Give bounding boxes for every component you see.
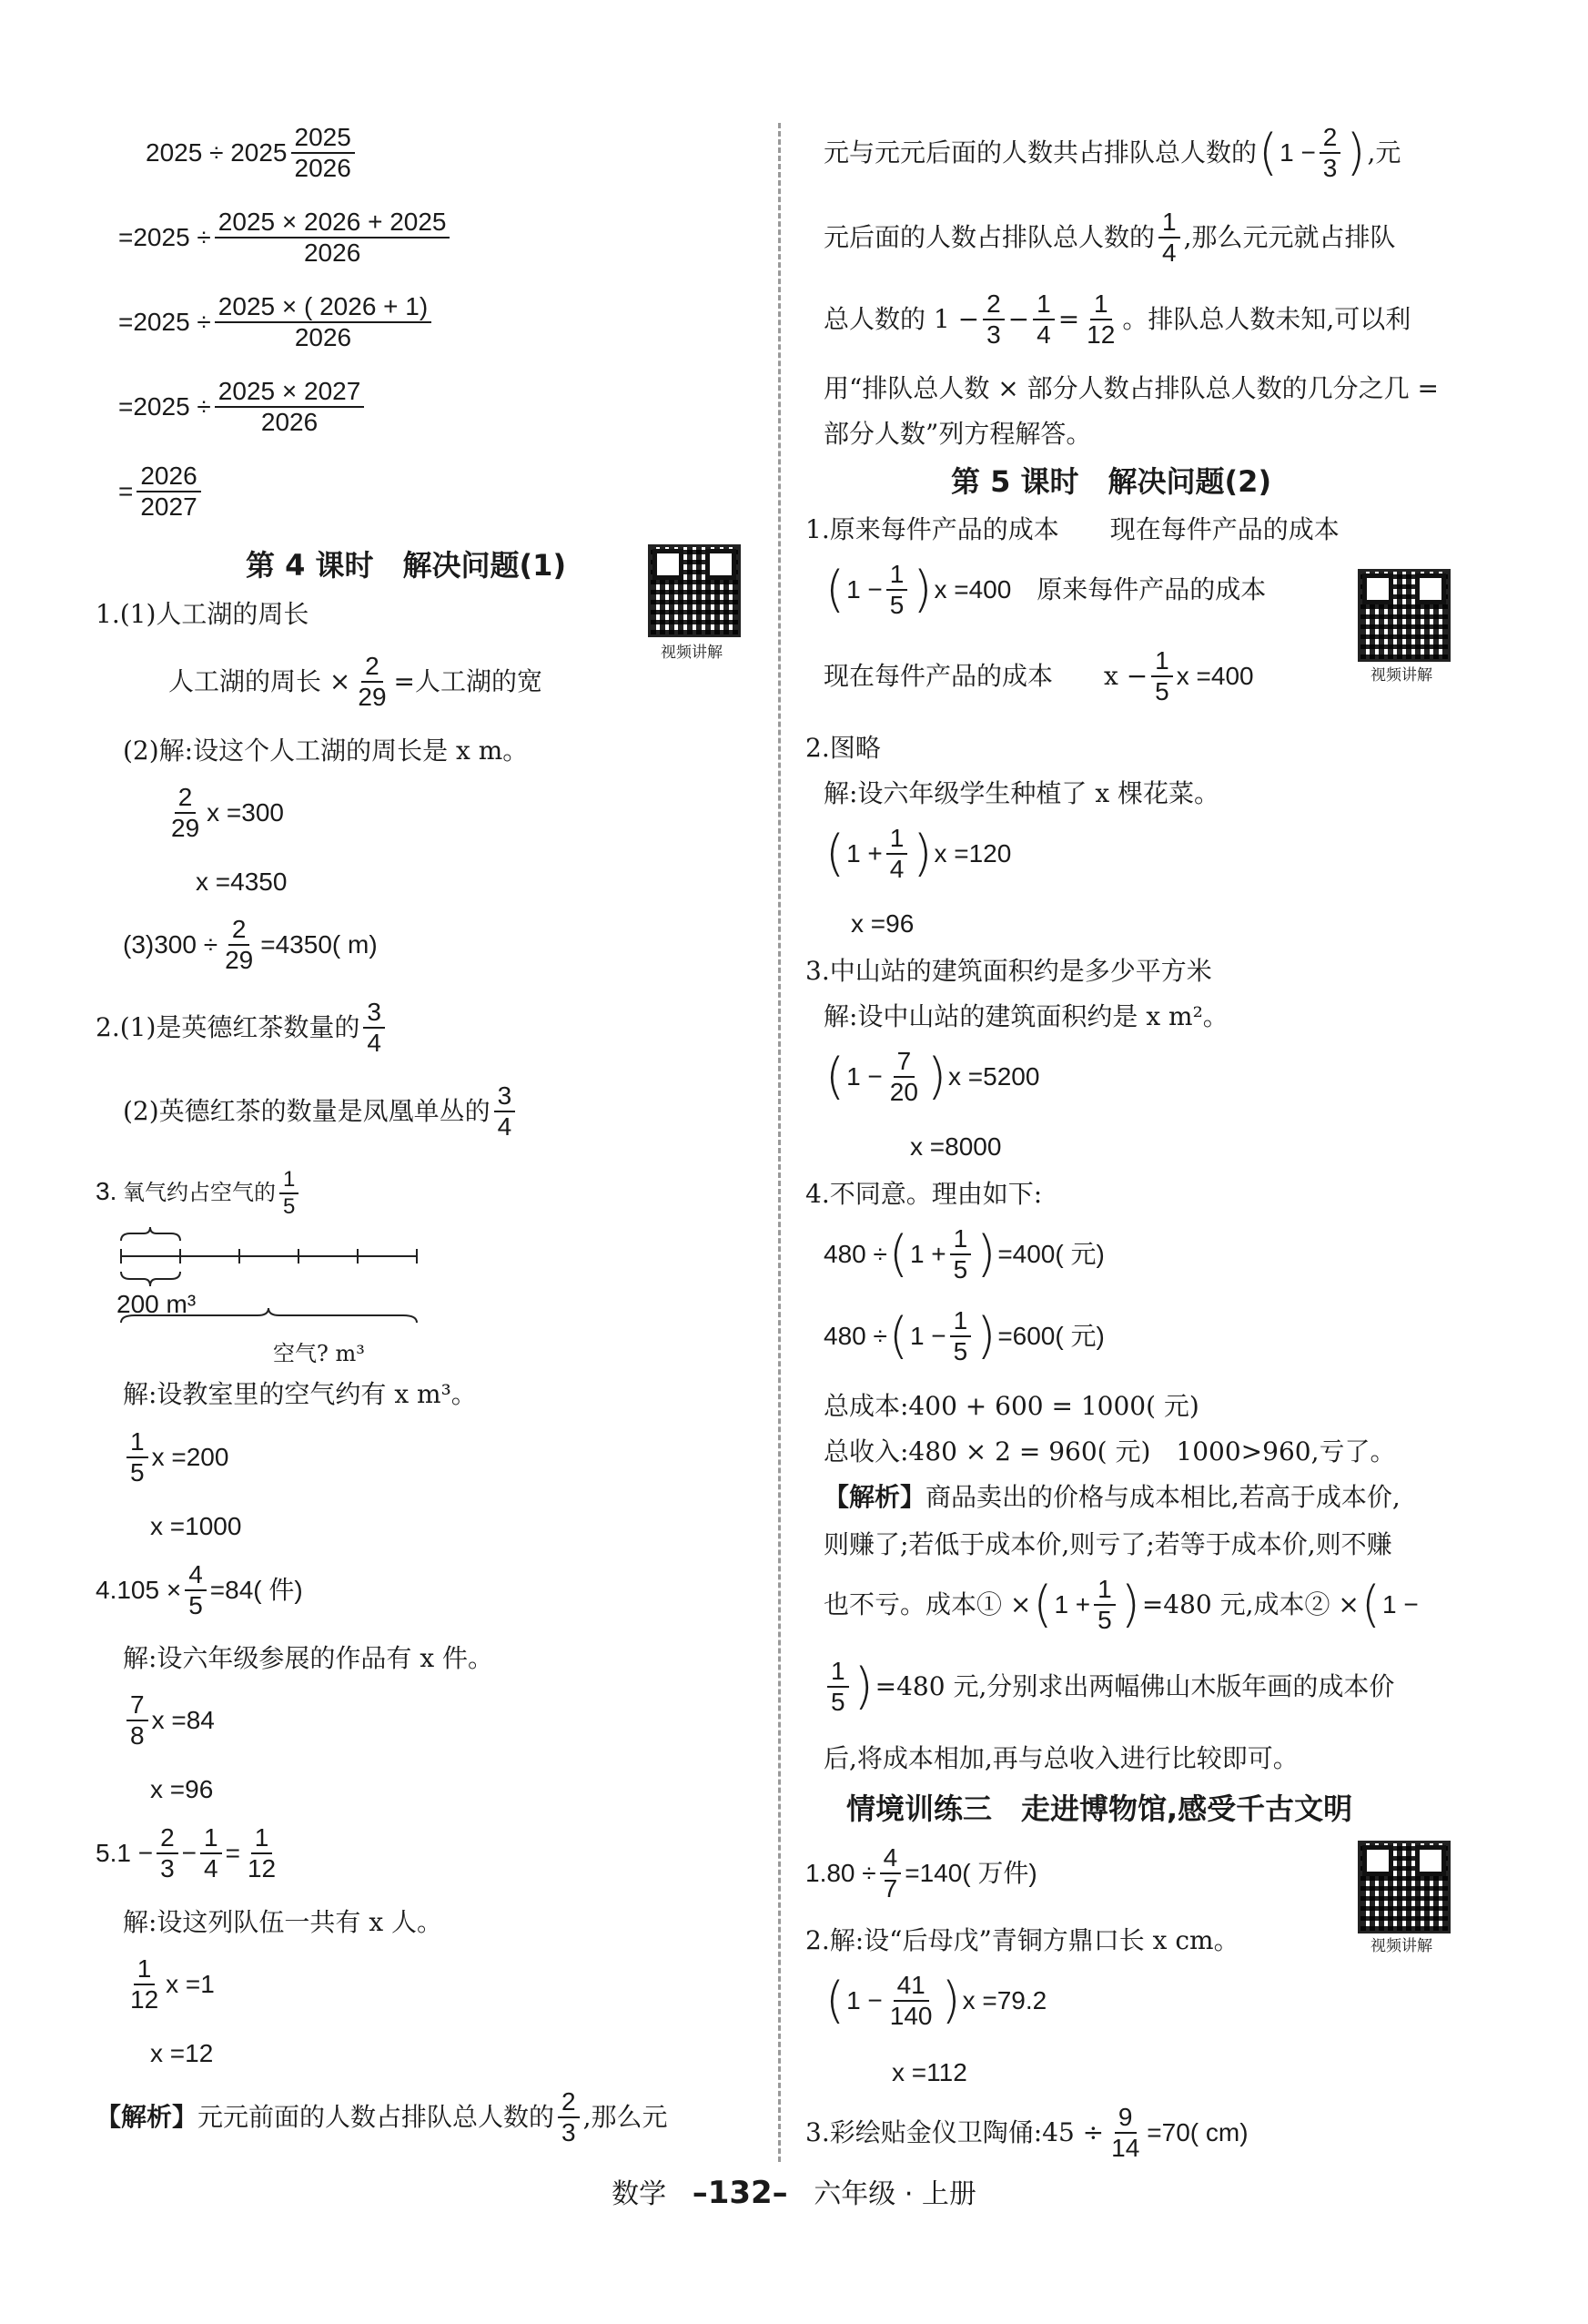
p4-analysis-4: $\frac{1}{5}$ ) =480 元,分别求出两幅佛山木版年画的成本价: [824, 1657, 1394, 1717]
q5-calc: 5.1 − $\frac{2}{3}$ − $\frac{1}{4}$ = $\frac{1}{12}$: [96, 1823, 277, 1883]
p4-eq1: 480 ÷ ( 1 + $\frac{1}{5}$ ) =400( 元): [824, 1224, 1105, 1284]
line-segment-diagram: [116, 1224, 426, 1343]
p2-eq1: ( 1 + $\frac{1}{4}$ ) x =120: [825, 824, 1012, 884]
q3-number: 3.: [96, 1177, 117, 1205]
s3-calc: 3.彩绘贴金仪卫陶俑:45 ÷ $\frac{9}{14}$ =70( cm): [805, 2103, 1249, 2163]
footer-subject: 数学: [612, 2178, 667, 2210]
analysis-cont-1: 元与元元后面的人数共占排队总人数的 ( 1 − $\frac{2}{3}$ ) ,元: [824, 123, 1401, 183]
p4-analysis-2: 则赚了;若低于成本价,则亏了;若等于成本价,则不赚: [824, 1529, 1392, 1559]
calc-line-4: =2025 ÷ $\frac{2025 \times 2027}{2026}$: [118, 377, 368, 437]
p2-title: 2.图略: [805, 733, 881, 763]
page-footer: [0, 2171, 1588, 2211]
q1-part1: 1.(1)人工湖的周长: [96, 599, 309, 629]
q1-eq2: x =4350: [196, 868, 288, 896]
p3-setup: 解:设中山站的建筑面积约是 x m²。: [824, 1001, 1229, 1031]
q4-setup: 解:设六年级参展的作品有 x 件。: [123, 1643, 494, 1673]
p3-title: 3.中山站的建筑面积约是多少平方米: [805, 956, 1212, 986]
qr-code-icon[interactable]: [1358, 1841, 1451, 1933]
page-number: –132–: [692, 2175, 788, 2211]
calc-line-3: =2025 ÷ $\frac{2025 \times ( 2026 + 1)}{2026}$: [118, 292, 435, 352]
s1-calc: 1.80 ÷ $\frac{4}{7}$ =140( 万件): [805, 1843, 1037, 1903]
qr-caption: 视频讲解: [661, 644, 723, 662]
q4-eq1: $\frac{7}{8}$ x =84: [123, 1690, 215, 1751]
q3-eq1: $\frac{1}{5}$ x =200: [123, 1427, 228, 1487]
analysis-cont-2: 元后面的人数占排队总人数的 $\frac{1}{4}$ ,那么元元就占排队: [824, 208, 1396, 268]
scenario-heading: 情境训练三 走进博物馆,感受千古文明: [846, 1791, 1353, 1826]
analysis-cont-4: 用“排队总人数 × 部分人数占排队总人数的几分之几 =: [824, 373, 1439, 403]
q4-eq2: x =96: [150, 1775, 214, 1803]
q1-part2: (2)解:设这个人工湖的周长是 x m。: [123, 736, 529, 766]
p4-analysis-5: 后,将成本相加,再与总收入进行比较即可。: [824, 1743, 1299, 1773]
p4-analysis-3: 也不亏。成本① × ( 1 + $\frac{1}{5}$ ) =480 元,成本② × ( 1 −: [824, 1575, 1419, 1635]
q1-part1-relation: 人工湖的周长 × $\frac{2}{29}$ =人工湖的宽: [168, 652, 542, 712]
lesson-4-heading: 第 4 课时 解决问题(1): [246, 548, 567, 583]
q5-eq1: $\frac{1}{12}$ x =1: [130, 1954, 215, 2014]
q3-air-label: 空气? m³: [273, 1341, 365, 1366]
p4-title: 4.不同意。理由如下:: [805, 1179, 1043, 1209]
qr-caption: 视频讲解: [1371, 666, 1432, 685]
analysis-start: 【解析】 元元前面的人数占排队总人数的 $\frac{2}{3}$ ,那么元: [96, 2087, 668, 2147]
q2-part2: (2)英德红茶的数量是凤凰单丛的 $\frac{3}{4}$: [123, 1081, 519, 1142]
p3-eq1: ( 1 − $\frac{7}{20}$ ) x =5200: [825, 1047, 1040, 1107]
analysis-cont-3: 总人数的 1 − $\frac{2}{3}$ − $\frac{1}{4}$ = $\frac{1}{12}$ 。排队总人数未知,可以利: [824, 289, 1411, 350]
qr-code-icon[interactable]: [648, 544, 741, 637]
calc-line-2: =2025 ÷ $\frac{2025 \times 2026 + 2025}{2026}$: [118, 208, 453, 268]
analysis-cont-5: 部分人数”列方程解答。: [824, 419, 1092, 449]
p4-eq2: 480 ÷ ( 1 − $\frac{1}{5}$ ) =600( 元): [824, 1306, 1105, 1366]
q4-calc: 4.105 × $\frac{4}{5}$ =84( 件): [96, 1560, 303, 1620]
p4-analysis-1: 【解析】 商品卖出的价格与成本相比,若高于成本价,: [824, 1482, 1401, 1512]
q2-part1: 2.(1)是英德红茶数量的 $\frac{3}{4}$: [96, 998, 389, 1058]
q3-200-label: 200 m³: [116, 1290, 197, 1318]
p4-total-income: 总收入:480 × 2 = 960( 元) 1000>960,亏了。: [824, 1436, 1396, 1466]
footer-grade: 六年级 · 上册: [814, 2178, 976, 2210]
p3-eq2: x =8000: [910, 1132, 1002, 1161]
p1-eq-original: ( 1 − $\frac{1}{5}$ ) x =400 原来每件产品的成本: [825, 560, 1267, 620]
s2-eq1: ( 1 − $\frac{41}{140}$ ) x =79.2: [825, 1971, 1047, 2031]
s2-setup: 2.解:设“后母戊”青铜方鼎口长 x cm。: [805, 1925, 1239, 1955]
calc-line-1: 2025 ÷ 2025 $\frac{2025}{2026}$: [146, 123, 359, 183]
p1-labels: 1.原来每件产品的成本 现在每件产品的成本: [805, 514, 1340, 544]
qr-code-icon[interactable]: [1358, 569, 1451, 662]
q5-setup: 解:设这列队伍一共有 x 人。: [123, 1907, 443, 1937]
column-divider: [778, 123, 781, 2162]
calc-line-5: = $\frac{2026}{2027}$: [118, 462, 205, 522]
q1-eq1: $\frac{2}{29}$ x =300: [171, 783, 285, 843]
p4-total-cost: 总成本:400 + 600 = 1000( 元): [824, 1391, 1199, 1421]
s2-eq2: x =112: [892, 2058, 967, 2086]
q3-diagram-label: 氧气约占空气的 $\frac{1}{5}$: [123, 1167, 302, 1219]
q3-eq2: x =1000: [150, 1512, 242, 1540]
qr-caption: 视频讲解: [1371, 1937, 1432, 1955]
p2-eq2: x =96: [851, 909, 915, 938]
q5-eq2: x =12: [150, 2039, 214, 2067]
q1-part3: (3)300 ÷ $\frac{2}{29}$ =4350( m): [123, 915, 378, 975]
lesson-5-heading: 第 5 课时 解决问题(2): [951, 464, 1272, 499]
p1-eq-current: 现在每件产品的成本 x − $\frac{1}{5}$ x =400: [824, 646, 1254, 706]
p2-setup: 解:设六年级学生种植了 x 棵花菜。: [824, 778, 1220, 808]
q3-setup: 解:设教室里的空气约有 x m³。: [123, 1379, 477, 1409]
